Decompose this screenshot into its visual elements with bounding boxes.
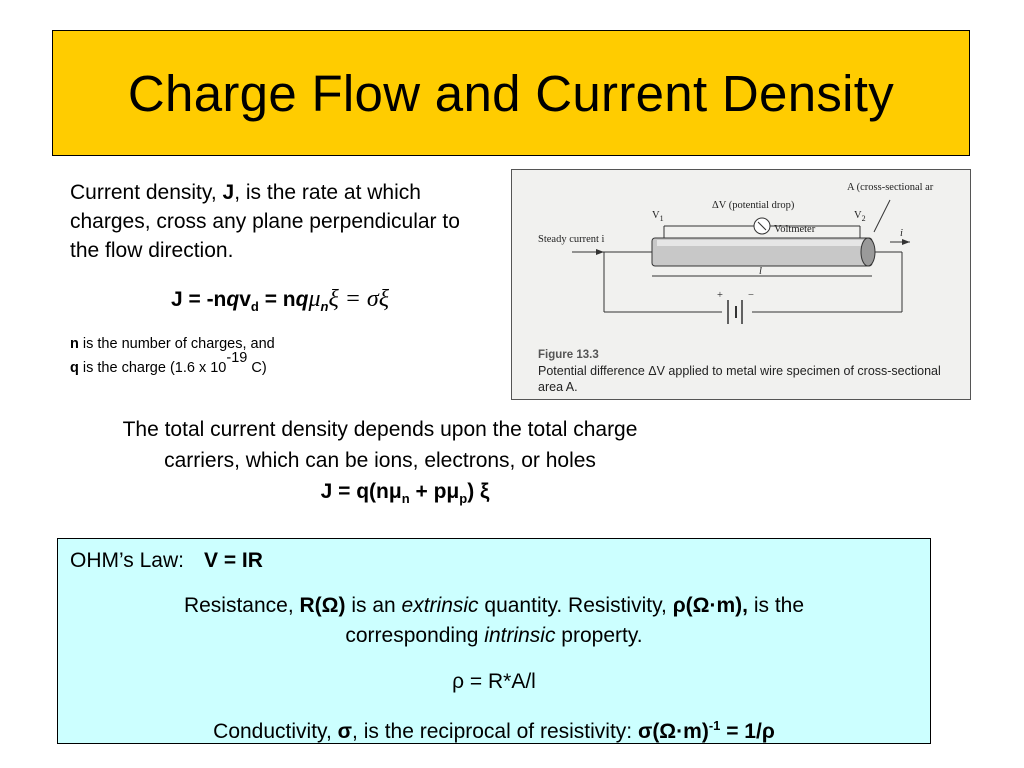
formula-q: q — [226, 288, 240, 311]
formula-q2: q — [295, 288, 309, 311]
cond-c: , is the reciprocal of resistivity: — [352, 720, 638, 743]
cond-d: σ(Ω·m) — [637, 720, 709, 743]
ohm-law-line — [70, 549, 263, 573]
res-e: quantity. Resistivity, — [478, 594, 673, 617]
figure-caption — [538, 346, 968, 395]
current-density-formula — [70, 286, 490, 314]
label-length: l — [759, 266, 762, 277]
corresponding-line — [58, 621, 930, 651]
label-steady-current: Steady current i — [538, 234, 605, 245]
res-b: R(Ω) — [299, 594, 346, 617]
label-v2: $V_2$ — [854, 210, 866, 223]
note-q-bold: q — [70, 360, 79, 376]
area-pointer — [874, 200, 890, 232]
total-formula-c: ) ξ — [467, 480, 490, 503]
label-voltmeter: Voltmeter — [774, 224, 816, 235]
ohm-law: V = IR — [203, 549, 263, 572]
note-q-text: is the charge (1.6 x 10 — [78, 360, 227, 376]
wire-end — [861, 238, 875, 266]
label-i-right: i — [900, 228, 903, 239]
res-d: extrinsic — [401, 594, 479, 617]
label-v1: $V_1$ — [652, 210, 664, 223]
res-c: is an — [345, 594, 402, 617]
total-formula-b: + pμ — [409, 480, 460, 503]
total-formula — [40, 476, 720, 514]
cond-e: = 1/ — [720, 720, 762, 743]
intro-paragraph — [70, 178, 490, 265]
cond-exp: -1 — [708, 718, 721, 733]
formula-eq: = n — [258, 288, 296, 311]
formula-sub-n: n — [320, 299, 329, 315]
res-f: ρ(Ω·m), — [672, 594, 749, 617]
total-formula-sub-n: n — [401, 491, 410, 507]
formula-mu: μ — [308, 286, 321, 312]
total-formula-sub-p: p — [459, 491, 468, 507]
note-exponent: -19 — [226, 350, 248, 366]
corr-a: corresponding — [345, 624, 485, 647]
corr-b: intrinsic — [484, 624, 556, 647]
note-n-bold: n — [70, 336, 79, 352]
note-unit: C) — [247, 360, 267, 376]
cond-a: Conductivity, — [213, 720, 338, 743]
slide-title: Charge Flow and Current Density — [127, 64, 895, 122]
formula-sub-d: d — [250, 299, 259, 315]
formula-j-label: J = -n — [170, 288, 227, 311]
corr-c: property. — [555, 624, 643, 647]
note-n-text: is the number of charges, and — [78, 336, 275, 352]
caption-title: Figure 13.3 — [538, 349, 599, 361]
conductivity-line — [58, 711, 930, 747]
wire-highlight — [657, 240, 867, 246]
ohms-law-box — [57, 538, 931, 744]
intro-j: J — [222, 181, 235, 204]
total-formula-a: J = q(nμ — [320, 480, 402, 503]
label-delta-v: ΔV (potential drop) — [712, 200, 795, 211]
label-minus: − — [748, 290, 754, 301]
total-line1: The total current density depends upon the total charge — [122, 418, 638, 441]
label-plus: + — [717, 290, 723, 301]
arrow-head-left — [596, 249, 604, 255]
label-area: A (cross-sectional ar — [847, 182, 934, 193]
caption-text: Potential difference ΔV applied to metal wire specimen of cross-sectional area A. — [538, 364, 941, 394]
formula-v: v — [239, 288, 251, 311]
figure-13-3 — [511, 169, 971, 400]
intro-text-a: Current density, — [70, 181, 223, 204]
notes — [70, 332, 370, 380]
total-line2: carriers, which can be ions, electrons, or holes — [164, 449, 596, 472]
note-n — [70, 332, 370, 356]
total-current-paragraph — [40, 414, 720, 514]
res-a: Resistance, — [183, 594, 300, 617]
intro-text-b: , is the rate at which charges, cross any plane perpendicular to the flow direction. — [70, 181, 460, 262]
rho-equation: ρ = R*A/l — [452, 670, 536, 693]
resistance-line — [58, 591, 930, 621]
title-box — [52, 30, 970, 156]
cond-f: ρ — [761, 720, 775, 743]
res-g: is the — [748, 594, 805, 617]
note-q — [70, 350, 370, 380]
cond-b: σ — [337, 720, 353, 743]
ohm-label: OHM’s Law: — [70, 549, 184, 572]
formula-rest: ξ = σξ — [328, 286, 390, 312]
